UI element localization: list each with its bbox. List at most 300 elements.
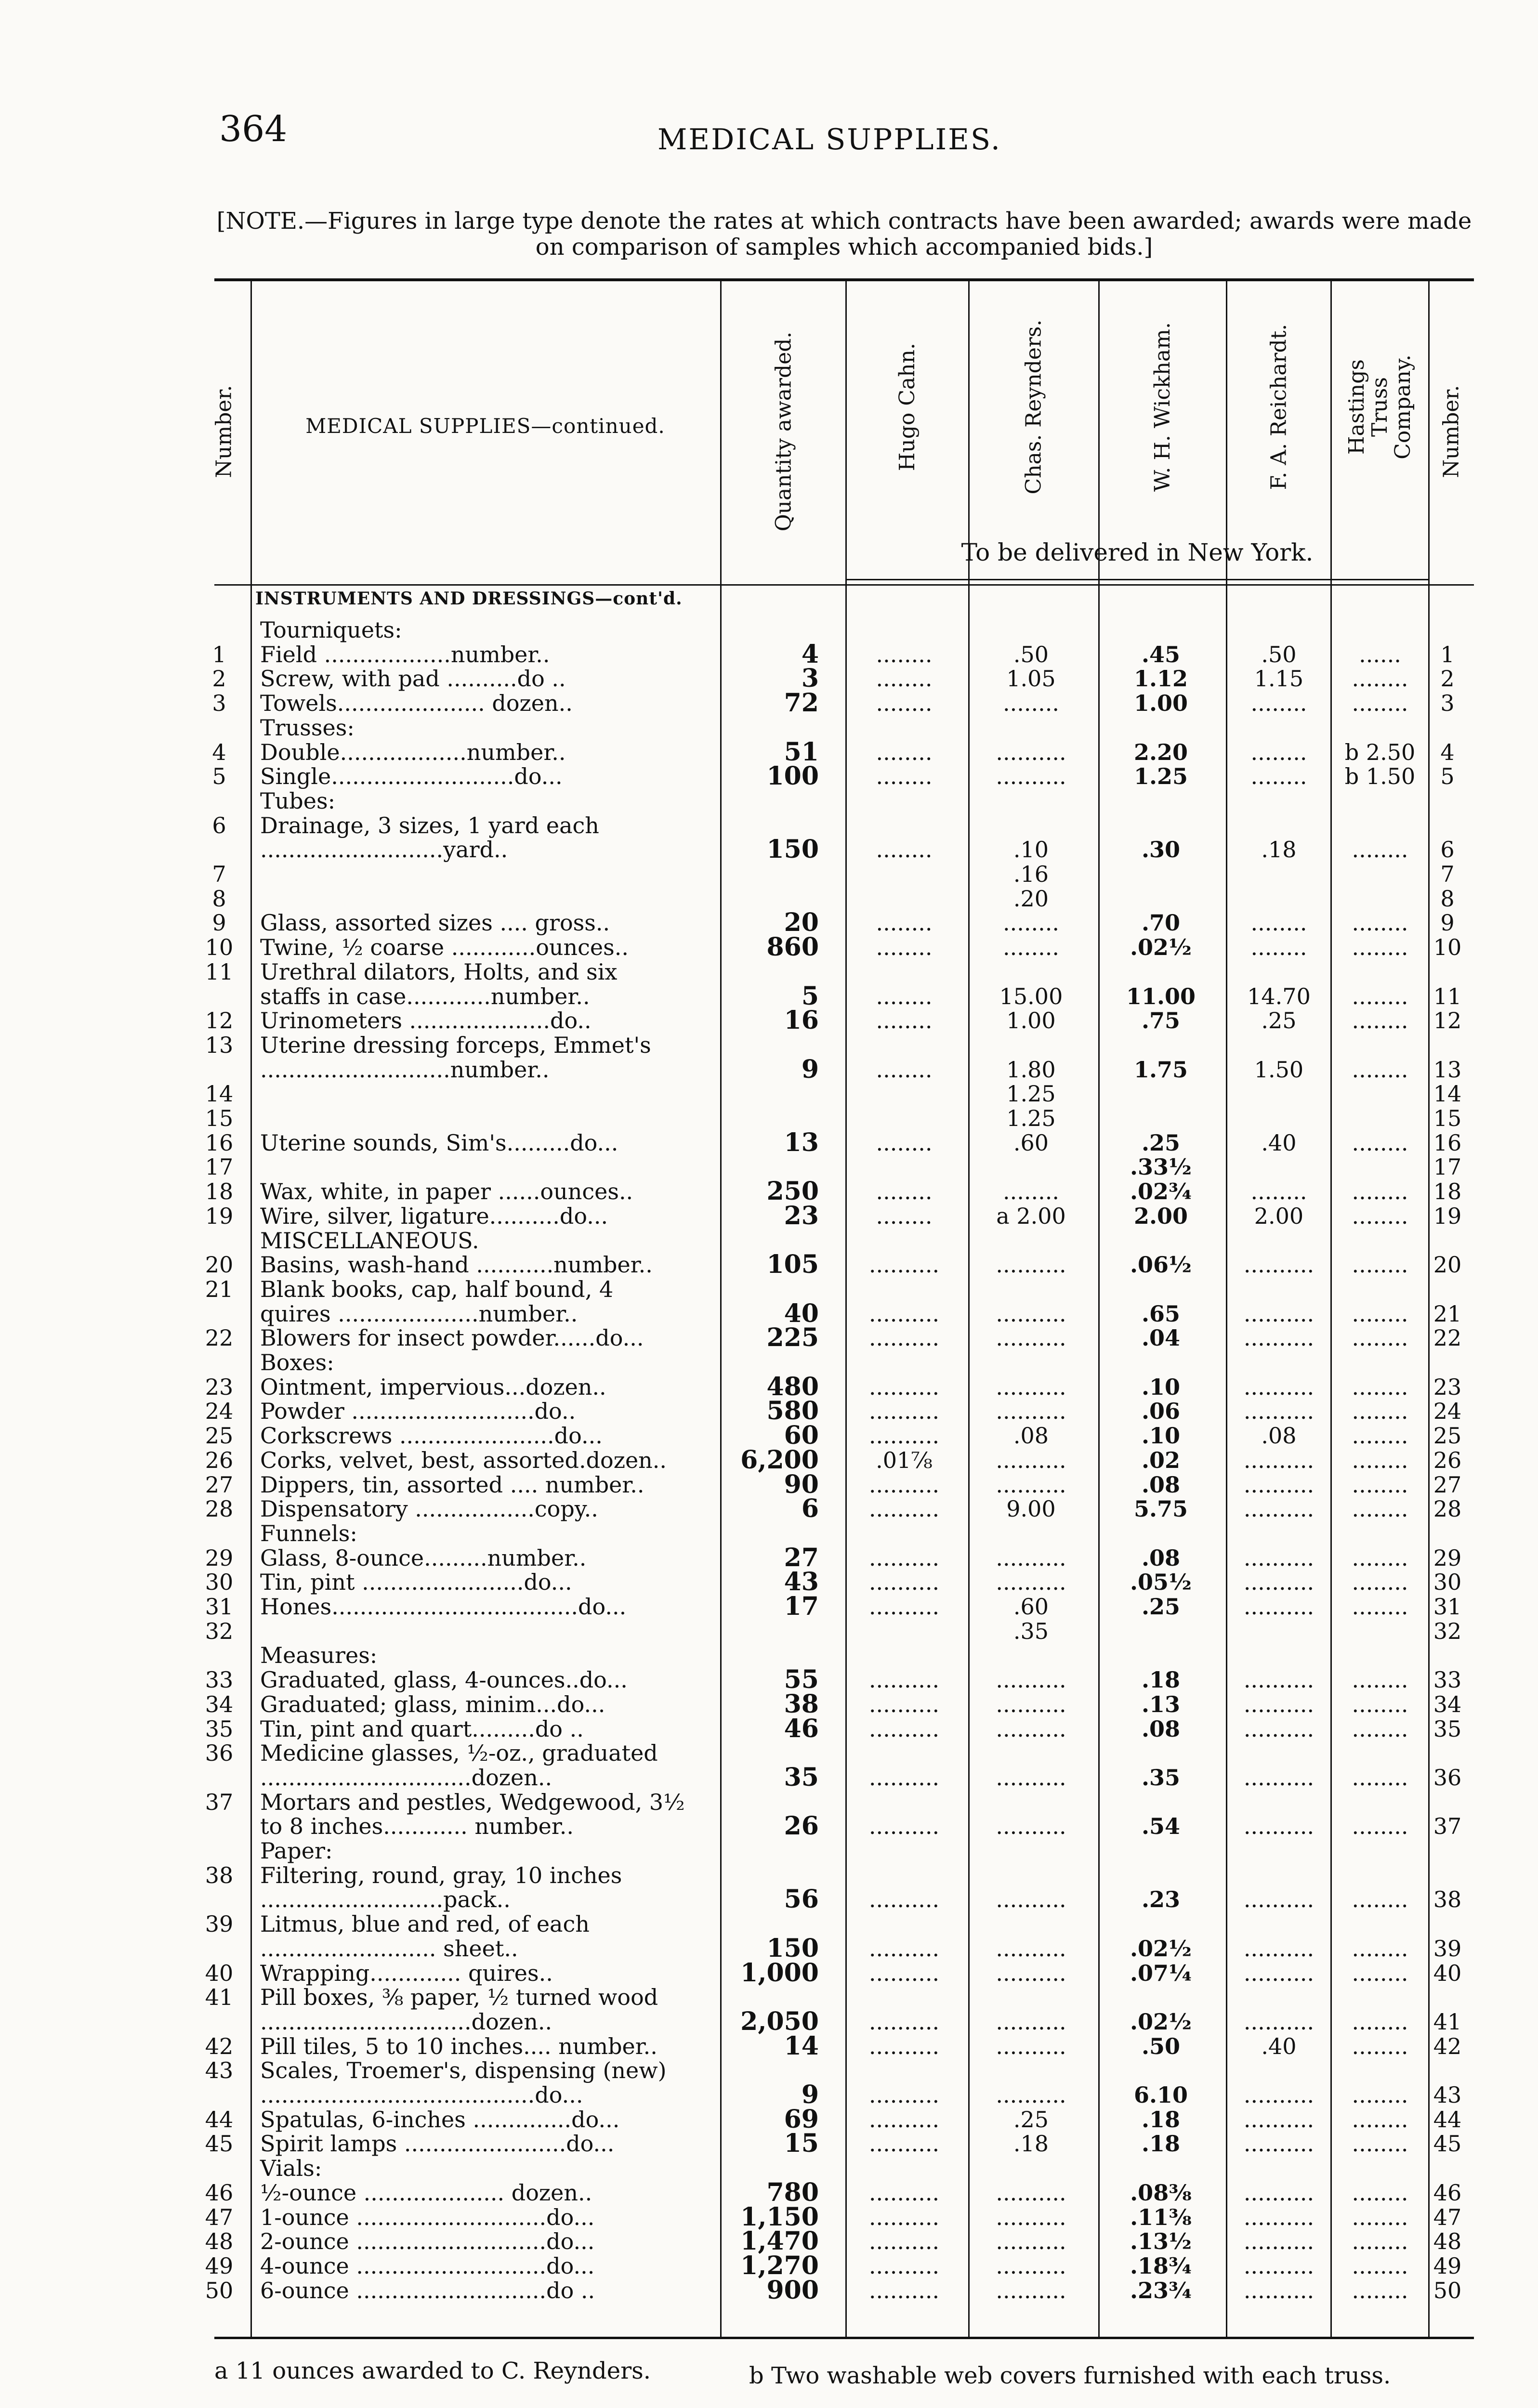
row-wickham-bid: .08 (1141, 1471, 1181, 1498)
row-number: 45 (205, 2131, 234, 2157)
table-row (0, 1790, 1538, 1815)
row-hastings-bid: ........ (1352, 1960, 1408, 1986)
row-hugo-cahn-bid: ........ (876, 641, 933, 667)
row-reichardt-bid: .......... (1243, 1252, 1315, 1278)
row-chas-reynders-bid: .18 (1013, 2131, 1049, 2157)
row-description: Tubes: (260, 787, 336, 814)
row-number: 27 (205, 1471, 234, 1498)
row-hugo-cahn-bid: .......... (868, 1960, 940, 1986)
row-reichardt-bid: .50 (1261, 641, 1297, 667)
row-number-right: 49 (1433, 2252, 1462, 2279)
table-row (0, 1958, 1538, 1988)
row-number: 39 (205, 1911, 234, 1937)
row-hastings-bid: ........ (1352, 1129, 1408, 1156)
row-reichardt-bid: .......... (1243, 1447, 1315, 1473)
row-number-right: 21 (1433, 1300, 1462, 1327)
row-number-right: 15 (1433, 1105, 1462, 1131)
row-wickham-bid: .25 (1141, 1129, 1181, 1156)
row-chas-reynders-bid: a 2.00 (996, 1203, 1066, 1229)
row-number-right: 48 (1433, 2228, 1462, 2255)
row-reichardt-bid: .......... (1243, 1813, 1315, 1840)
row-number: 34 (205, 1691, 234, 1717)
row-number-right: 16 (1433, 1129, 1462, 1156)
row-quantity: 6 (801, 1494, 819, 1524)
row-description: Wrapping............. quires.. (260, 1960, 553, 1986)
row-chas-reynders-bid: 1.80 (1006, 1056, 1056, 1083)
row-chas-reynders-bid: .......... (996, 1569, 1066, 1596)
row-wickham-bid: 2.00 (1133, 1203, 1188, 1229)
table-row (0, 837, 1538, 862)
row-description: Blank books, cap, half bound, 4 (260, 1276, 614, 1302)
row-quantity: 72 (784, 688, 819, 718)
row-reichardt-bid: .......... (1243, 1935, 1315, 1962)
row-hastings-bid: ........ (1352, 1813, 1408, 1840)
row-hastings-bid: ........ (1352, 1544, 1408, 1571)
row-number-right: 33 (1433, 1667, 1462, 1693)
row-hastings-bid: ........ (1352, 1300, 1408, 1327)
row-hastings-bid: ........ (1352, 934, 1408, 961)
row-chas-reynders-bid: .......... (996, 2252, 1066, 2279)
row-description: Funnels: (260, 1520, 357, 1546)
row-chas-reynders-bid: .......... (996, 1667, 1066, 1693)
row-hastings-bid: ........ (1352, 1203, 1408, 1229)
table-row (0, 715, 1538, 740)
table-row (0, 688, 1538, 718)
row-quantity: 580 (766, 1396, 819, 1426)
row-number: 17 (205, 1154, 234, 1180)
row-reichardt-bid: .......... (1243, 2131, 1315, 2157)
table-row (0, 2082, 1538, 2107)
row-hastings-bid: ........ (1352, 1594, 1408, 1620)
row-quantity: 35 (784, 1762, 819, 1792)
row-hastings-bid: ........ (1352, 1447, 1408, 1473)
table-row (0, 1201, 1538, 1230)
row-chas-reynders-bid: .......... (996, 1886, 1066, 1913)
row-hugo-cahn-bid: .......... (868, 1300, 940, 1327)
row-description: Tin, pint .......................do... (260, 1569, 572, 1596)
row-hugo-cahn-bid: .......... (868, 1471, 940, 1498)
row-quantity: 9 (801, 1054, 819, 1084)
row-quantity: 5 (801, 981, 819, 1011)
table-row (0, 664, 1538, 694)
row-chas-reynders-bid: .......... (996, 1374, 1066, 1400)
table-row (0, 886, 1538, 911)
row-chas-reynders-bid: .60 (1013, 1129, 1049, 1156)
row-quantity: 1,470 (740, 2226, 819, 2256)
row-description: 1-ounce ...........................do... (260, 2204, 595, 2230)
row-number-right: 19 (1433, 1203, 1462, 1229)
row-wickham-bid: 1.00 (1133, 690, 1188, 717)
row-hugo-cahn-bid: .......... (868, 1764, 940, 1791)
table-row (0, 639, 1538, 669)
row-number-right: 25 (1433, 1423, 1462, 1449)
row-description: Trusses: (260, 714, 355, 741)
row-hugo-cahn-bid: .......... (868, 1886, 940, 1913)
row-description: Ointment, impervious...dozen.. (260, 1374, 606, 1400)
row-reichardt-bid: .......... (1243, 2106, 1315, 2133)
row-hugo-cahn-bid: ........ (876, 1129, 933, 1156)
table-row (0, 1838, 1538, 1863)
row-number: 12 (205, 1008, 234, 1034)
row-hugo-cahn-bid: ........ (876, 666, 933, 692)
row-quantity: 38 (784, 1689, 819, 1719)
row-wickham-bid: .02½ (1130, 1935, 1192, 1962)
row-number: 21 (205, 1276, 234, 1302)
row-number: 24 (205, 1398, 234, 1425)
row-description: Spirit lamps .......................do... (260, 2131, 615, 2157)
row-wickham-bid: .25 (1141, 1594, 1181, 1620)
row-quantity: 4 (801, 639, 819, 669)
table-row (0, 1033, 1538, 1058)
row-hugo-cahn-bid: .01⅞ (876, 1447, 933, 1473)
row-reichardt-bid: ........ (1250, 934, 1307, 961)
row-number-right: 43 (1433, 2082, 1462, 2108)
row-hugo-cahn-bid: .......... (868, 1423, 940, 1449)
row-description: Blowers for insect powder......do... (260, 1325, 644, 1351)
row-quantity: 16 (784, 1006, 819, 1035)
table-row (0, 2031, 1538, 2061)
row-quantity: 51 (784, 737, 819, 767)
row-chas-reynders-bid: .......... (996, 1935, 1066, 1962)
row-number-right: 28 (1433, 1496, 1462, 1522)
table-row (0, 1250, 1538, 1280)
row-quantity: 1,270 (740, 2251, 819, 2280)
row-number: 35 (205, 1715, 234, 1742)
row-number: 31 (205, 1594, 234, 1620)
row-chas-reynders-bid: .......... (996, 739, 1066, 765)
row-number: 47 (205, 2204, 234, 2230)
row-reichardt-bid: .18 (1261, 837, 1297, 863)
row-reichardt-bid: .......... (1243, 2252, 1315, 2279)
row-hastings-bid: ........ (1352, 2228, 1408, 2255)
header-chas-reynders: Chas. Reynders. (1021, 319, 1046, 495)
row-chas-reynders-bid: .......... (996, 2033, 1066, 2059)
row-hastings-bid: ........ (1352, 2008, 1408, 2035)
row-number-right: 39 (1433, 1935, 1462, 1962)
row-hugo-cahn-bid: ........ (876, 1008, 933, 1034)
row-reichardt-bid: 1.15 (1254, 666, 1304, 692)
row-chas-reynders-bid: .25 (1013, 2106, 1049, 2133)
table-row (0, 2129, 1538, 2159)
row-description: Twine, ½ coarse ............ounces.. (260, 934, 629, 961)
row-description: Single..........................do... (260, 763, 563, 790)
row-chas-reynders-bid: .35 (1013, 1618, 1049, 1644)
row-hastings-bid: ........ (1352, 2106, 1408, 2133)
row-reichardt-bid: .25 (1261, 1008, 1297, 1034)
row-reichardt-bid: .......... (1243, 1886, 1315, 1913)
table-row (0, 1106, 1538, 1131)
row-reichardt-bid: .......... (1243, 2179, 1315, 2206)
row-hastings-bid: ........ (1352, 1935, 1408, 1962)
row-number-right: 3 (1440, 690, 1455, 717)
row-wickham-bid: .10 (1141, 1374, 1181, 1400)
row-number: 9 (212, 910, 226, 936)
row-wickham-bid: .23 (1141, 1886, 1181, 1913)
row-description: Graduated, glass, 4-ounces..do... (260, 1667, 628, 1693)
section-title: INSTRUMENTS AND DRESSINGS—cont'd. (255, 589, 683, 609)
row-quantity: 56 (784, 1885, 819, 1914)
row-quantity: 26 (784, 1811, 819, 1841)
row-chas-reynders-bid: .60 (1013, 1594, 1049, 1620)
row-quantity: 900 (766, 2275, 819, 2305)
row-number: 13 (205, 1032, 234, 1058)
row-description: 4-ounce ...........................do... (260, 2252, 595, 2279)
row-number: 32 (205, 1618, 234, 1644)
row-description: Tin, pint and quart.........do .. (260, 1715, 584, 1742)
row-description: .......................................do... (260, 2082, 583, 2108)
table-row (0, 1445, 1538, 1475)
row-hastings-bid: ........ (1352, 690, 1408, 717)
row-quantity: 27 (784, 1543, 819, 1572)
footnote-b: b Two washable web covers furnished with each truss. (749, 2362, 1391, 2389)
row-number: 29 (205, 1544, 234, 1571)
table-row (0, 932, 1538, 962)
row-description: Medicine glasses, ½-oz., graduated (260, 1740, 658, 1767)
row-description: Corks, velvet, best, assorted.dozen.. (260, 1447, 667, 1473)
row-hastings-bid: ........ (1352, 2277, 1408, 2303)
row-chas-reynders-bid: .......... (996, 2277, 1066, 2303)
table-row (0, 1985, 1538, 2010)
row-wickham-bid: .02¾ (1130, 1178, 1192, 1205)
row-chas-reynders-bid: .......... (996, 1471, 1066, 1498)
row-number-right: 8 (1440, 885, 1455, 912)
row-reichardt-bid: .......... (1243, 1691, 1315, 1717)
row-number-right: 6 (1440, 837, 1455, 863)
row-quantity: 480 (766, 1372, 819, 1401)
row-chas-reynders-bid: .16 (1013, 861, 1049, 887)
header-number: Number. (211, 385, 237, 478)
row-description: Basins, wash-hand ...........number.. (260, 1252, 653, 1278)
row-number-right: 9 (1440, 910, 1455, 936)
row-wickham-bid: .18¾ (1130, 2252, 1192, 2279)
row-number-right: 27 (1433, 1471, 1462, 1498)
row-number-right: 24 (1433, 1398, 1462, 1425)
row-hastings-bid: ........ (1352, 2179, 1408, 2206)
row-description: Urethral dilators, Holts, and six (260, 958, 618, 985)
row-wickham-bid: .13 (1141, 1691, 1181, 1717)
row-hastings-bid: ........ (1352, 2252, 1408, 2279)
row-reichardt-bid: .......... (1243, 1667, 1315, 1693)
page-title: MEDICAL SUPPLIES. (657, 123, 1001, 157)
row-description: Spatulas, 6-inches ..............do... (260, 2106, 620, 2133)
page-number: 364 (219, 108, 288, 150)
row-number: 49 (205, 2252, 234, 2279)
row-number: 19 (205, 1203, 234, 1229)
row-description: Towels..................... dozen.. (260, 690, 573, 717)
row-quantity: 15 (784, 2129, 819, 2159)
row-hastings-bid: b 2.50 (1344, 739, 1416, 765)
header-hastings: Hastings Truss Company. (1344, 354, 1415, 459)
row-hugo-cahn-bid: .......... (868, 1325, 940, 1351)
row-number-right: 22 (1433, 1325, 1462, 1351)
row-wickham-bid: .23¾ (1130, 2277, 1192, 2303)
row-wickham-bid: 5.75 (1133, 1496, 1188, 1522)
row-wickham-bid: .18 (1141, 2131, 1181, 2157)
row-description: Graduated; glass, minim...do... (260, 1691, 605, 1717)
row-number: 4 (212, 739, 226, 765)
row-wickham-bid: .75 (1141, 1008, 1181, 1034)
row-hugo-cahn-bid: .......... (868, 2228, 940, 2255)
row-wickham-bid: .11⅜ (1130, 2204, 1192, 2230)
row-reichardt-bid: 1.50 (1254, 1056, 1304, 1083)
row-number-right: 32 (1433, 1618, 1462, 1644)
row-hastings-bid: ........ (1352, 983, 1408, 1009)
row-wickham-bid: .18 (1141, 2106, 1181, 2133)
row-hastings-bid: ........ (1352, 1667, 1408, 1693)
row-number: 46 (205, 2179, 234, 2206)
row-number: 43 (205, 2057, 234, 2084)
row-description: Screw, with pad ..........do .. (260, 666, 566, 692)
row-reichardt-bid: .......... (1243, 1594, 1315, 1620)
row-description: Tourniquets: (260, 617, 402, 643)
row-reichardt-bid: .40 (1261, 1129, 1297, 1156)
row-hastings-bid: ...... (1359, 641, 1401, 667)
row-number-right: 31 (1433, 1594, 1462, 1620)
row-number: 6 (212, 812, 226, 838)
row-number: 10 (205, 934, 234, 961)
table-row (0, 1911, 1538, 1937)
row-hastings-bid: ........ (1352, 1056, 1408, 1083)
row-number: 42 (205, 2033, 234, 2059)
row-quantity: 9 (801, 2080, 819, 2109)
footnote-a: a 11 ounces awarded to C. Reynders. (214, 2357, 651, 2384)
table-row (0, 1154, 1538, 1179)
row-hastings-bid: ........ (1352, 666, 1408, 692)
row-number: 41 (205, 1984, 234, 2011)
row-hugo-cahn-bid: .......... (868, 2204, 940, 2230)
row-hugo-cahn-bid: .......... (868, 1935, 940, 1962)
row-reichardt-bid: .......... (1243, 1569, 1315, 1596)
contract-note: [NOTE.—Figures in large type denote the rates at which contracts have been awarded; awards were made on comparison of samples which accompanied bids.] (216, 208, 1472, 261)
row-number-right: 5 (1440, 763, 1455, 790)
row-reichardt-bid: .......... (1243, 2082, 1315, 2108)
row-reichardt-bid: .......... (1243, 1300, 1315, 1327)
row-number: 23 (205, 1374, 234, 1400)
row-wickham-bid: 2.20 (1133, 739, 1188, 765)
row-reichardt-bid: ........ (1250, 1178, 1307, 1205)
row-wickham-bid: .30 (1141, 837, 1181, 863)
row-quantity: 105 (766, 1250, 819, 1280)
row-quantity: 250 (766, 1177, 819, 1206)
table-row (0, 1298, 1538, 1328)
row-number-right: 11 (1433, 983, 1462, 1009)
row-wickham-bid: .13½ (1130, 2228, 1192, 2255)
table-row (0, 2104, 1538, 2134)
row-description: Glass, assorted sizes .... gross.. (260, 910, 610, 936)
row-wickham-bid: .54 (1141, 1813, 1181, 1840)
row-description: ½-ounce .................... dozen.. (260, 2179, 592, 2206)
table-row (0, 1545, 1538, 1570)
row-description: Litmus, blue and red, of each (260, 1911, 590, 1937)
row-hastings-bid: ........ (1352, 1764, 1408, 1791)
row-reichardt-bid: .......... (1243, 2204, 1315, 2230)
row-wickham-bid: .04 (1141, 1325, 1181, 1351)
row-description: Glass, 8-ounce.........number.. (260, 1544, 587, 1571)
row-chas-reynders-bid: .50 (1013, 641, 1049, 667)
row-reichardt-bid: ........ (1250, 690, 1307, 717)
row-description: ..........................yard.. (260, 837, 508, 863)
row-reichardt-bid: .40 (1261, 2033, 1297, 2059)
row-number-right: 34 (1433, 1691, 1462, 1717)
row-number-right: 12 (1433, 1008, 1462, 1034)
row-hugo-cahn-bid: ........ (876, 983, 933, 1009)
row-hugo-cahn-bid: ........ (876, 739, 933, 765)
row-number: 20 (205, 1252, 234, 1278)
table-row (0, 761, 1538, 791)
header-hugo-cahn: Hugo Cahn. (894, 343, 920, 471)
row-hastings-bid: ........ (1352, 2033, 1408, 2059)
row-chas-reynders-bid: .......... (996, 1300, 1066, 1327)
row-wickham-bid: .07¼ (1130, 1960, 1192, 1986)
row-number: 26 (205, 1447, 234, 1473)
row-chas-reynders-bid: ........ (1003, 934, 1059, 961)
table-row (0, 1421, 1538, 1451)
row-wickham-bid: 1.12 (1133, 666, 1188, 692)
row-wickham-bid: 1.25 (1133, 763, 1188, 790)
row-reichardt-bid: ........ (1250, 739, 1307, 765)
row-chas-reynders-bid: .......... (996, 1764, 1066, 1791)
row-number: 14 (205, 1081, 234, 1107)
row-description: Uterine dressing forceps, Emmet's (260, 1032, 651, 1058)
row-description: Paper: (260, 1838, 333, 1864)
row-description: Powder ..........................do.. (260, 1398, 576, 1425)
row-reichardt-bid: .......... (1243, 1398, 1315, 1425)
row-chas-reynders-bid: .20 (1013, 885, 1049, 912)
row-description: Urinometers ....................do.. (260, 1008, 592, 1034)
row-hastings-bid: b 1.50 (1344, 763, 1416, 790)
row-wickham-bid: 6.10 (1133, 2082, 1188, 2108)
row-wickham-bid: 11.00 (1126, 983, 1196, 1009)
row-quantity: 40 (784, 1298, 819, 1328)
row-number-right: 26 (1433, 1447, 1462, 1473)
row-quantity: 860 (766, 932, 819, 962)
row-reichardt-bid: .......... (1243, 2277, 1315, 2303)
table-row (0, 737, 1538, 767)
row-description: ..............................dozen.. (260, 2008, 552, 2035)
table-row (0, 1933, 1538, 1963)
row-wickham-bid: .35 (1141, 1764, 1181, 1791)
row-hastings-bid: ........ (1352, 1886, 1408, 1913)
row-hastings-bid: ........ (1352, 2204, 1408, 2230)
row-quantity: 3 (801, 664, 819, 694)
row-number: 30 (205, 1569, 234, 1596)
row-number-right: 2 (1440, 666, 1455, 692)
row-hugo-cahn-bid: .......... (868, 1374, 940, 1400)
row-wickham-bid: .08 (1141, 1544, 1181, 1571)
row-hastings-bid: ........ (1352, 1398, 1408, 1425)
row-quantity: 150 (766, 835, 819, 864)
row-hugo-cahn-bid: .......... (868, 2106, 940, 2133)
table-row (0, 1374, 1538, 1400)
row-number-right: 1 (1440, 641, 1455, 667)
row-number-right: 36 (1433, 1764, 1462, 1791)
table-row (0, 2156, 1538, 2181)
row-number-right: 37 (1433, 1813, 1462, 1840)
row-number-right: 46 (1433, 2179, 1462, 2206)
row-reichardt-bid: .......... (1243, 1374, 1315, 1400)
row-reichardt-bid: .......... (1243, 1960, 1315, 1986)
row-description: Measures: (260, 1642, 378, 1669)
row-reichardt-bid: .......... (1243, 1544, 1315, 1571)
row-number-right: 40 (1433, 1960, 1462, 1986)
row-hugo-cahn-bid: .......... (868, 1252, 940, 1278)
row-hastings-bid: ........ (1352, 2082, 1408, 2108)
row-hastings-bid: ........ (1352, 837, 1408, 863)
table-row (0, 1811, 1538, 1841)
header-quantity: Quantity awarded. (771, 331, 796, 532)
row-hastings-bid: ........ (1352, 1178, 1408, 1205)
row-chas-reynders-bid: .......... (996, 2204, 1066, 2230)
